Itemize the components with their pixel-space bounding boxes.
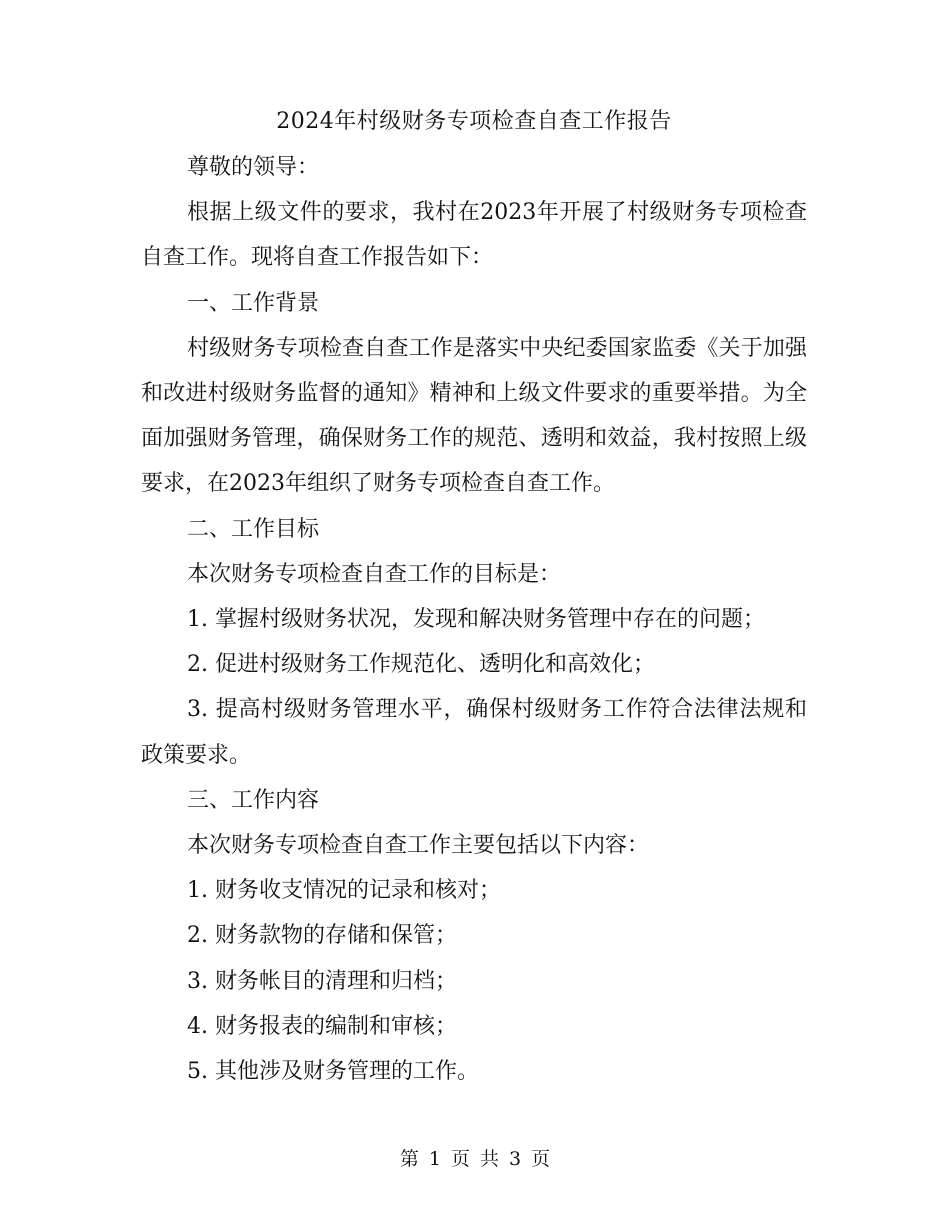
goal-item-2: 2. 促进村级财务工作规范化、透明化和高效化； xyxy=(187,652,655,678)
document-title: 2024年村级财务专项检查自查工作报告 xyxy=(276,109,672,134)
content-item-5: 5. 其他涉及财务管理的工作。 xyxy=(187,1059,479,1085)
intro-paragraph: 根据上级文件的要求，我村在2023年开展了村级财务专项检查自查工作。现将自查工作报告如下： xyxy=(141,200,807,271)
content-item-2: 2. 财务款物的存储和保管； xyxy=(187,923,457,949)
section-heading-content: 三、工作内容 xyxy=(187,787,320,813)
goal-item-3: 3. 提高村级财务管理水平，确保村级财务工作符合法律法规和政策要求。 xyxy=(141,697,807,768)
document-body xyxy=(141,98,807,1094)
section-heading-background: 一、工作背景 xyxy=(187,290,320,316)
goal-item-1: 1. 掌握村级财务状况，发现和解决财务管理中存在的问题； xyxy=(187,607,765,633)
content-item-3: 3. 财务帐目的清理和归档； xyxy=(187,968,457,994)
section-heading-goals: 二、工作目标 xyxy=(187,516,320,542)
content-item-1: 1. 财务收支情况的记录和核对； xyxy=(187,878,501,904)
content-intro: 本次财务专项检查自查工作主要包括以下内容： xyxy=(187,833,650,859)
page-number-footer: 第 1 页 共 3 页 xyxy=(399,1148,551,1170)
goals-intro: 本次财务专项检查自查工作的目标是： xyxy=(187,561,562,587)
background-paragraph: 村级财务专项检查自查工作是落实中央纪委国家监委《关于加强和改进村级财务监督的通知》精神和上级文件要求的重要举措。为全面加强财务管理，确保财务工作的规范、透明和效益，我村按照上级要求，在2023年组织了财务专项检查自查工作。 xyxy=(141,335,807,497)
content-item-4: 4. 财务报表的编制和审核； xyxy=(187,1013,457,1039)
salutation: 尊敬的领导： xyxy=(187,155,320,180)
